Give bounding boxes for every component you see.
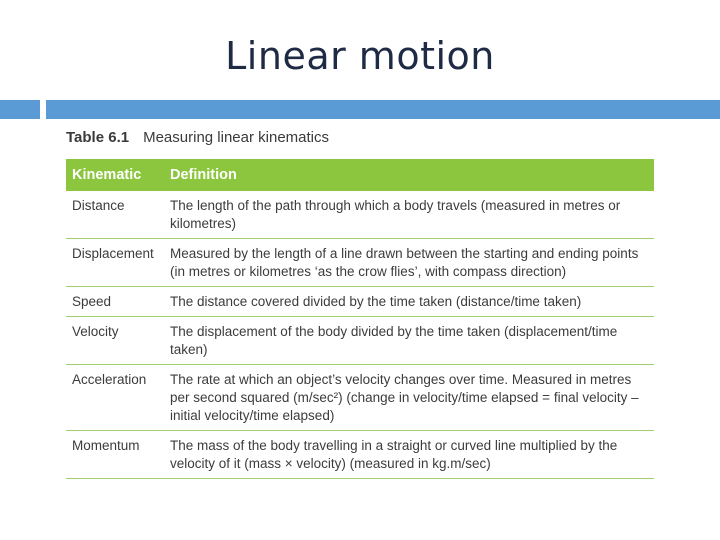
row-term: Acceleration: [66, 365, 164, 431]
header-kinematic: Kinematic: [66, 159, 164, 191]
slide-title: Linear motion: [225, 34, 495, 78]
row-term: Velocity: [66, 317, 164, 365]
row-term: Speed: [66, 287, 164, 317]
row-term: Momentum: [66, 431, 164, 479]
row-term: Displacement: [66, 239, 164, 287]
table-row: [66, 191, 654, 239]
table-row: [66, 431, 654, 479]
row-definition: The distance covered divided by the time taken (distance/time taken): [164, 287, 654, 317]
table-row: [66, 365, 654, 431]
row-definition: The length of the path through which a body travels (measured in metres or kilometres): [164, 191, 654, 239]
row-definition: The mass of the body travelling in a straight or curved line multiplied by the velocity of it (mass × velocity) (measured in kg.m/sec): [164, 431, 654, 479]
accent-bar-right: [46, 100, 720, 119]
table-caption: [66, 129, 329, 146]
table-header-row: [66, 159, 654, 191]
row-term: Distance: [66, 191, 164, 239]
table-caption-text: Measuring linear kinematics: [143, 129, 330, 146]
row-definition: The rate at which an object’s velocity changes over time. Measured in metres per second squared (m/sec²) (change in velocity/time elapsed = final velocity – initial velocity/time elapsed): [164, 365, 654, 431]
row-definition: Measured by the length of a line drawn between the starting and ending points (in metres or kilometres ‘as the crow flies’, with compass direction): [164, 239, 654, 287]
table-number: Table 6.1: [66, 129, 130, 146]
row-definition: The displacement of the body divided by the time taken (displacement/time taken): [164, 317, 654, 365]
table-row: [66, 317, 654, 365]
table-row: [66, 287, 654, 317]
kinematics-table: [66, 159, 654, 479]
accent-bar-left: [0, 100, 40, 119]
header-definition: Definition: [164, 159, 654, 191]
table-row: [66, 239, 654, 287]
